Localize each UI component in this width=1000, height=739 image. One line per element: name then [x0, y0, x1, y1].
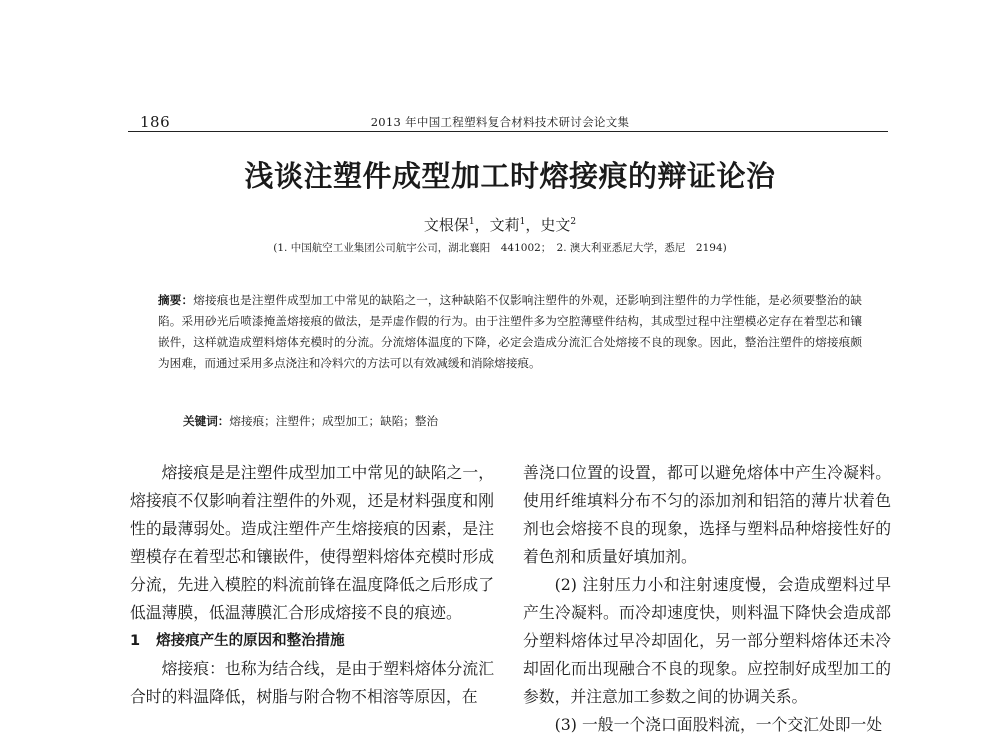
keywords-label: 关键词： — [183, 414, 230, 428]
author-affil-mark: 1 — [468, 217, 475, 227]
page-number: 186 — [140, 113, 171, 131]
abstract-label: 摘要： — [158, 293, 194, 307]
abstract-text: 熔接痕也是注塑件成型加工中常见的缺陷之一，这种缺陷不仅影响注塑件的外观，还影响到注塑件的力学性能，是必须要整治的缺陷。采用砂光后喷漆掩盖熔接痕的做法，是弄虚作假的行为。由于注塑件多为空腔薄壁件结构，其成型过程中注塑模必定存在着型芯和镶嵌件，这样就造成塑料熔体充模时的分流。分流熔体温度的下降，必定会造成分流汇合处熔接不良的现象。因此，整治注塑件的熔接痕颇为困难，而通过采用多点浇注和冷料穴的方法可以有效减缓和消除熔接痕。 — [158, 293, 862, 370]
abstract — [158, 290, 862, 374]
body-column-left — [130, 459, 494, 711]
author-name: 文根保 — [423, 216, 469, 234]
author-list: 文根保$^1$，文莉$^1$，史文$^2$ — [423, 216, 577, 234]
author-name: 文莉 — [489, 216, 520, 234]
body-paragraph: 善浇口位置的设置，都可以避免熔体中产生冷凝料。使用纤维填料分布不匀的添加剂和铝箔的薄片状着色剂也会熔接不良的现象，选择与塑料品种熔接性好的着色剂和质量好填加剂。 — [523, 463, 891, 566]
paper-title: 浅谈注塑件成型加工时熔接痕的辩证论治 — [244, 159, 776, 193]
body-paragraph: 熔接痕：也称为结合线，是由于塑料熔体分流汇合时的料温降低，树脂与附合物不相溶等原因，在 — [130, 659, 494, 706]
affiliation: (1. 中国航空工业集团公司航宇公司，湖北襄阳 441002； 2. 澳大利亚悉尼大学，悉尼 2194) — [273, 242, 727, 254]
section-number: 1 — [130, 633, 141, 649]
author-affil-mark: 2 — [570, 217, 577, 227]
body-paragraph: (2) 注射压力小和注射速度慢，会造成塑料过早产生冷凝料。而冷却速度快，则料温下降快会造成部分塑料熔体过早冷却固化，另一部分塑料熔体还未冷却固化而出现融合不良的现象。应控制好成型加工的参数，并注意加工参数之间的协调关系。 — [523, 575, 891, 706]
body-paragraph: 熔接痕是是注塑件成型加工中常见的缺陷之一，熔接痕不仅影响着注塑件的外观，还是材料强度和刚性的最薄弱处。造成注塑件产生熔接痕的因素，是注塑模存在着型芯和镶嵌件，使得塑料熔体充模时形成分流，先进入模腔的料流前锋在温度降低之后形成了低温薄膜，低温薄膜汇合形成熔接不良的痕迹。 — [130, 463, 494, 622]
section-title: 熔接痕产生的原因和整治措施 — [156, 633, 345, 649]
header-rule — [128, 131, 888, 132]
keywords-text: 熔接痕；注塑件；成型加工；缺陷；整治 — [229, 414, 439, 428]
keywords — [183, 413, 863, 429]
section-heading — [130, 627, 494, 655]
author-affil-mark: 1 — [519, 217, 526, 227]
body-column-right — [523, 459, 891, 739]
author-name: 史文 — [540, 216, 571, 234]
running-header: 2013 年中国工程塑料复合材料技术研讨会论文集 — [370, 115, 630, 129]
body-paragraph: (3) 一般一个浇口面股料流，一个交汇处即一处 — [554, 715, 883, 734]
